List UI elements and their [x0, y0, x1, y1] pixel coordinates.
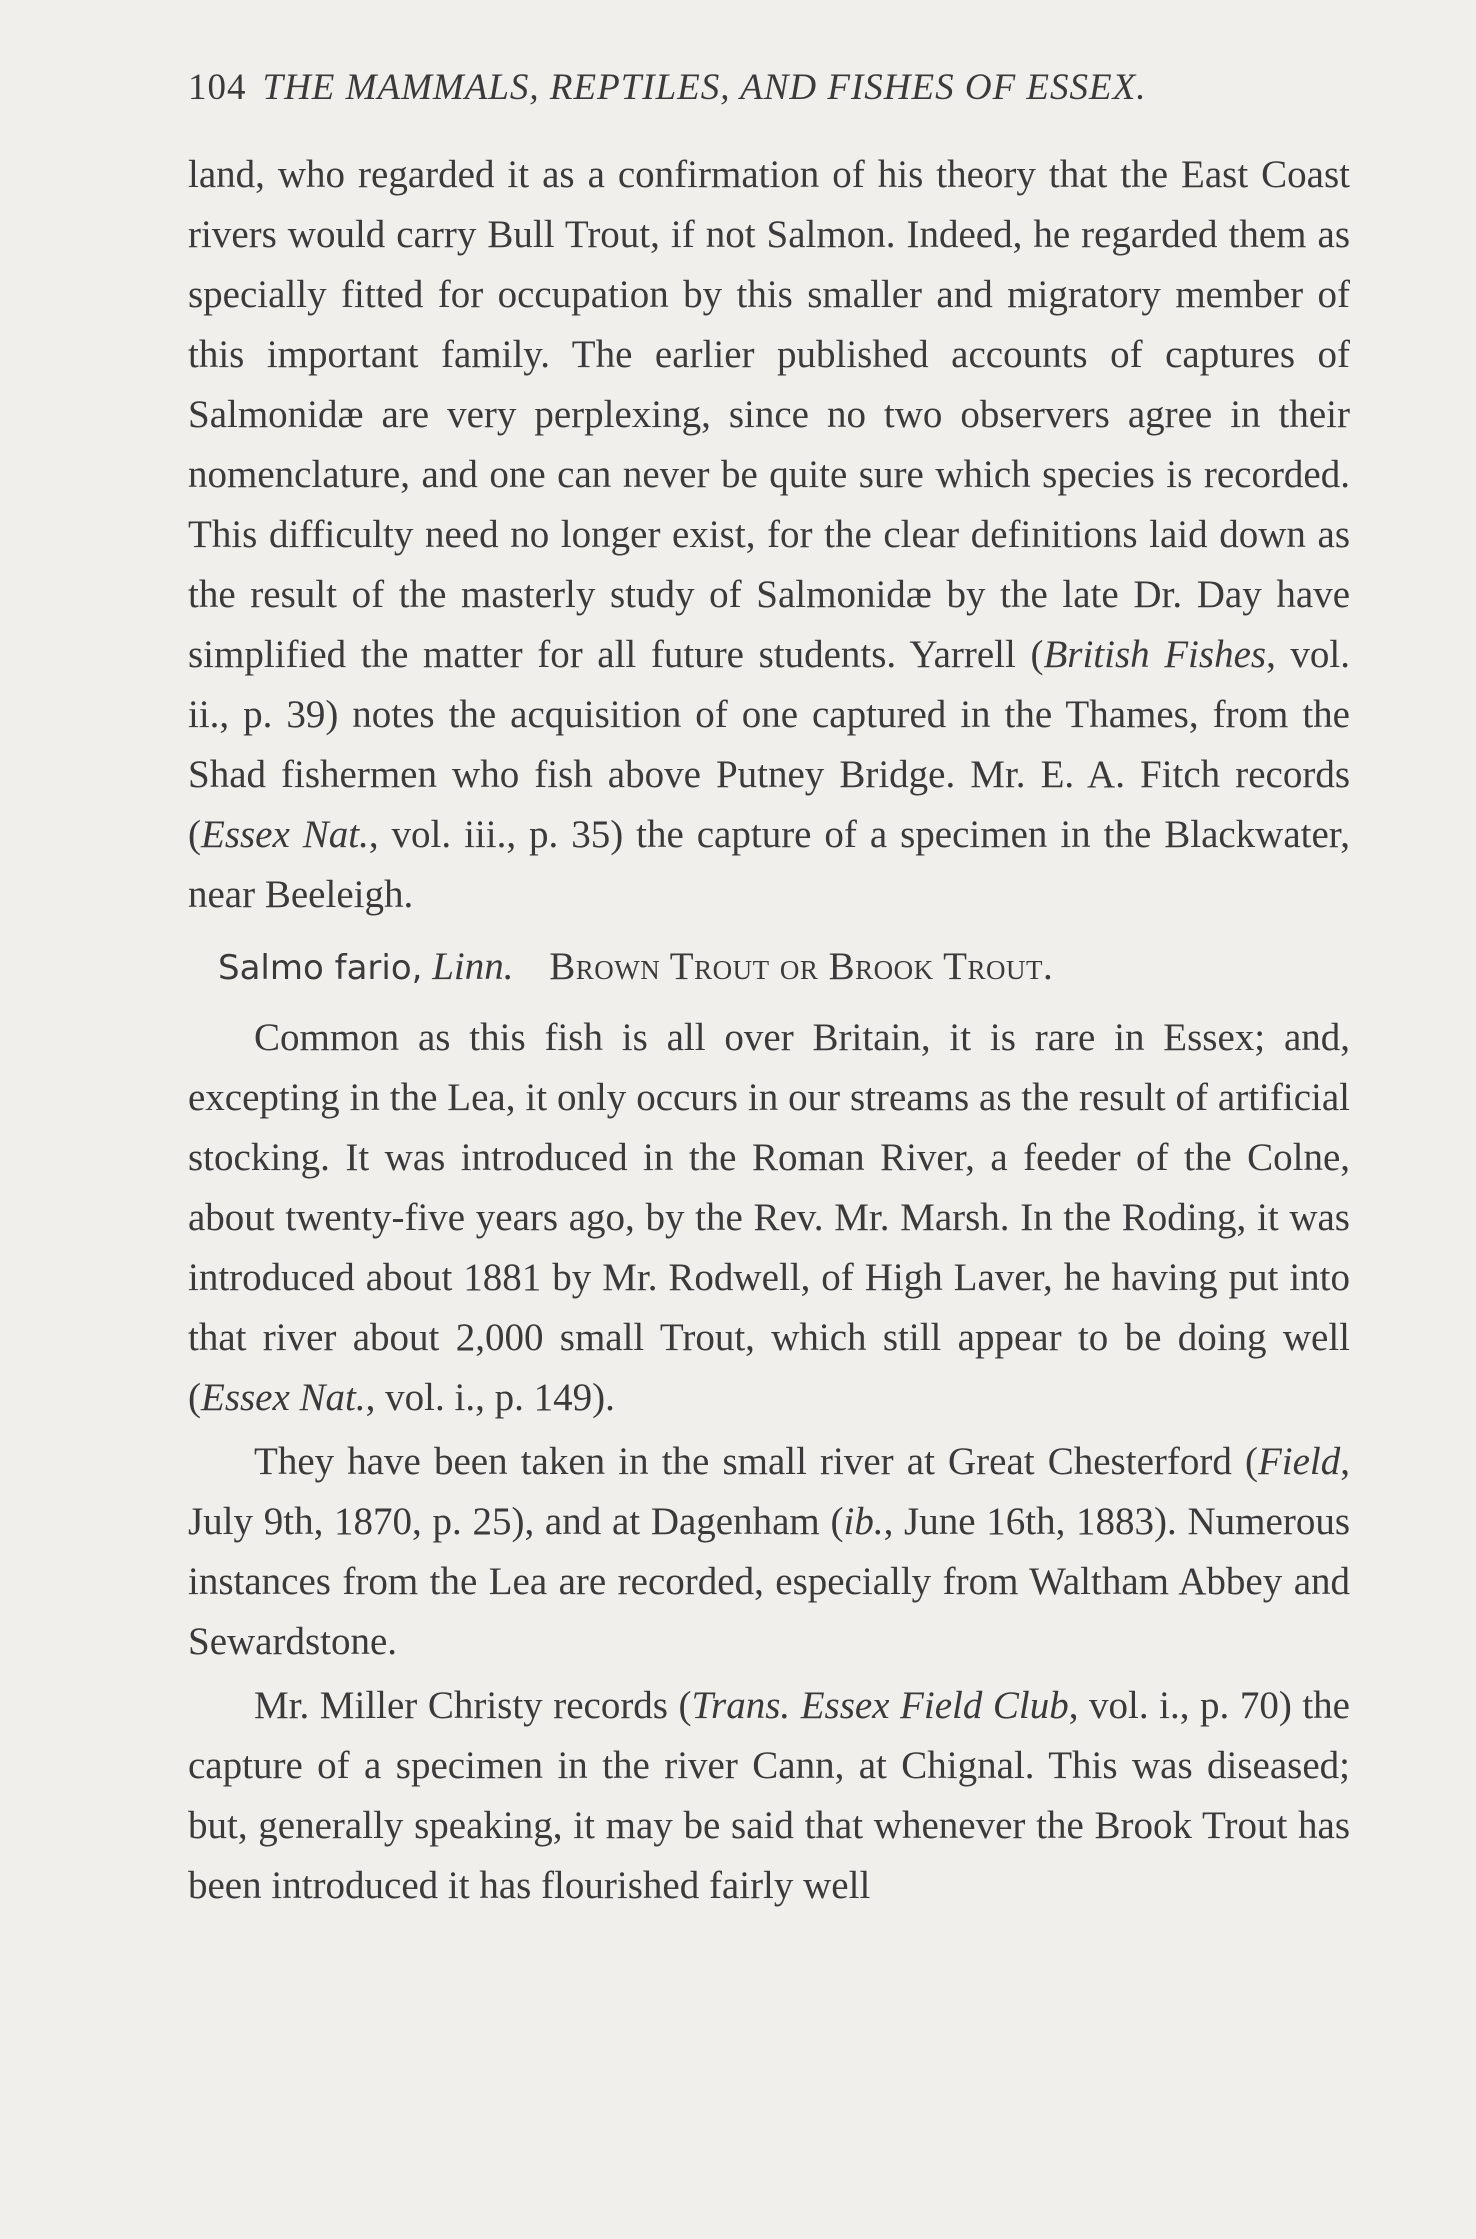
scientific-name: Salmo fario, — [218, 948, 423, 988]
text-segment: Common as this fish is all over Britain, it is rare in Essex; and, excepting in the Lea, it only occurs in our streams as the result of artificial stocking. It was introduced in the Roman River, a feeder of the Colne, about twenty-five years ago, by the Rev. Mr. Marsh. In the Roding, it was introduced about 1881 by Mr. Rodwell, of High Laver, he having put into that river about 2,000 small Trout, which still appear to be doing well ( — [188, 1016, 1350, 1419]
body-text — [188, 145, 1350, 1916]
paragraph-p4 — [188, 1676, 1350, 1916]
common-name: Brown Trout or Brook Trout. — [549, 945, 1054, 988]
text-segment: , June 16th, 1883). Numerous instances from the Lea are recorded, especially from Waltham Abbey and Sewardstone. — [188, 1500, 1350, 1663]
paragraph-p1 — [188, 145, 1350, 925]
italic-citation: ib. — [843, 1500, 884, 1543]
italic-citation: Essex Nat. — [201, 813, 369, 856]
paragraph-p2 — [188, 1008, 1350, 1428]
page-number: 104 — [188, 67, 247, 108]
running-head — [188, 66, 1350, 109]
running-title: THE MAMMALS, REPTILES, AND FISHES OF ESSEX. — [262, 67, 1147, 108]
italic-citation: Trans. Essex Field Club — [691, 1684, 1069, 1727]
text-segment: , vol. i., p. 70) the capture of a specimen in the river Cann, at Chignal. This was diseased; but, generally speaking, it may be said that whenever the Brook Trout has been introduced it has flourished fairly well — [188, 1684, 1350, 1907]
authority: Linn. — [432, 945, 514, 988]
text-segment: Mr. Miller Christy records ( — [254, 1684, 692, 1727]
text-segment: , vol. iii., p. 35) the capture of a specimen in the Blackwater, near Beeleigh. — [188, 813, 1350, 916]
book-page — [188, 66, 1350, 1916]
italic-citation: Essex Nat. — [201, 1376, 366, 1419]
italic-citation: Field — [1257, 1440, 1341, 1483]
text-segment: , vol. i., p. 149). — [365, 1376, 615, 1419]
text-segment: , vol. ii., p. 39) notes the acquisition of one captured in the Thames, from the Shad fishermen who fish above Putney Bridge. Mr. E. A. Fitch records ( — [188, 633, 1350, 856]
italic-citation: British Fishes — [1043, 633, 1267, 676]
text-segment: land, who regarded it as a confirmation of his theory that the East Coast rivers would carry Bull Trout, if not Salmon. Indeed, he regarded them as specially fitted for occupation by this smaller and migratory member of this important family. The earlier published accounts of captures of Salmonidæ are very perplexing, since no two observers agree in their nomenclature, and one can never be quite sure which species is recorded. This difficulty need no longer exist, for the clear definitions laid down as the result of the masterly study of Salmonidæ by the late Dr. Day have simplified the matter for all future students. Yarrell ( — [188, 153, 1350, 676]
text-segment: , July 9th, 1870, p. 25), and at Dagenham ( — [188, 1440, 1350, 1543]
paragraph-p3 — [188, 1432, 1350, 1672]
species-heading — [188, 937, 1350, 998]
text-segment: They have been taken in the small river at Great Chesterford ( — [254, 1440, 1258, 1483]
